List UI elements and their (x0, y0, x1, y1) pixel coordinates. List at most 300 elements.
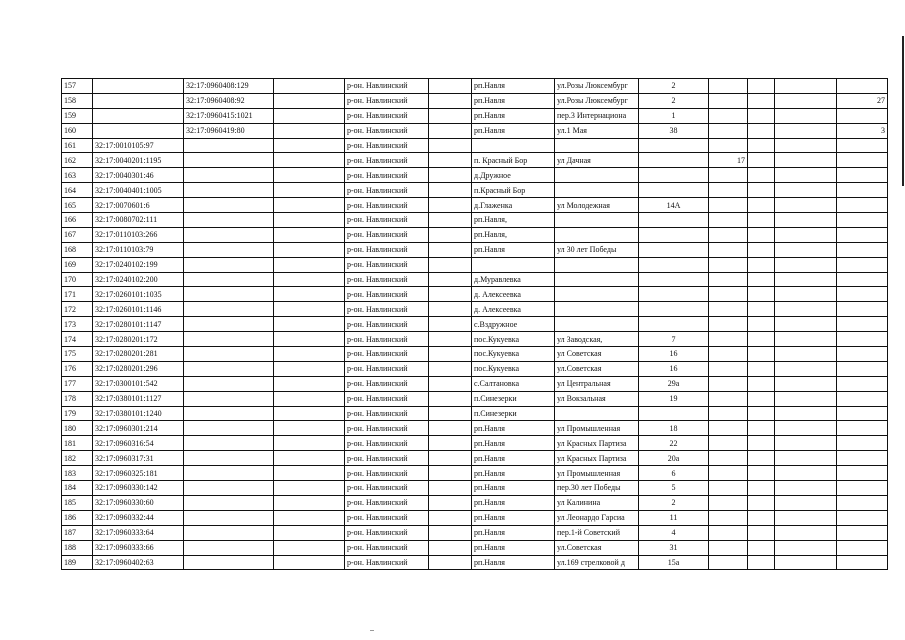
blank-cell (429, 495, 472, 510)
blank-cell (429, 466, 472, 481)
table-row (62, 272, 888, 287)
house-number-cell: 16 (639, 347, 709, 362)
extra-cell (837, 168, 888, 183)
blank-cell (274, 287, 345, 302)
extra-cell (709, 317, 748, 332)
row-number-cell: 158 (62, 93, 93, 108)
street-cell: ул.1 Мая (555, 123, 639, 138)
blank-cell (274, 123, 345, 138)
extra-cell (837, 257, 888, 272)
extra-cell (775, 391, 837, 406)
district-cell: р-он. Навлинский (345, 525, 429, 540)
district-cell: р-он. Навлинский (345, 406, 429, 421)
street-cell: пер.3 Интернациона (555, 108, 639, 123)
house-number-cell (639, 138, 709, 153)
street-cell (555, 168, 639, 183)
row-number-cell: 173 (62, 317, 93, 332)
table-row (62, 376, 888, 391)
cadastral-number-alt-cell (184, 227, 274, 242)
row-number-cell: 172 (62, 302, 93, 317)
table-row (62, 138, 888, 153)
street-cell: ул.169 стрелковой д (555, 555, 639, 570)
extra-cell (775, 227, 837, 242)
blank-cell (274, 466, 345, 481)
extra-cell (837, 525, 888, 540)
blank-cell (748, 436, 775, 451)
cadastral-number-cell: 32:17:0280201:296 (93, 361, 184, 376)
table-row (62, 79, 888, 94)
row-number-cell: 182 (62, 451, 93, 466)
extra-cell (837, 213, 888, 228)
register-rows (62, 79, 888, 570)
district-cell: р-он. Навлинский (345, 302, 429, 317)
row-number-cell: 177 (62, 376, 93, 391)
row-number-cell: 186 (62, 510, 93, 525)
district-cell: р-он. Навлинский (345, 168, 429, 183)
blank-cell (748, 555, 775, 570)
district-cell: р-он. Навлинский (345, 257, 429, 272)
extra-cell (775, 421, 837, 436)
house-number-cell (639, 242, 709, 257)
house-number-cell (639, 213, 709, 228)
row-number-cell: 159 (62, 108, 93, 123)
blank-cell (429, 287, 472, 302)
district-cell: р-он. Навлинский (345, 436, 429, 451)
settlement-cell: рп.Навля (472, 451, 555, 466)
table-row (62, 540, 888, 555)
street-cell: ул Промышленная (555, 421, 639, 436)
row-number-cell: 189 (62, 555, 93, 570)
extra-cell (775, 302, 837, 317)
row-number-cell: 160 (62, 123, 93, 138)
blank-cell (274, 213, 345, 228)
blank-cell (429, 183, 472, 198)
blank-cell (748, 376, 775, 391)
street-cell: ул.Советская (555, 540, 639, 555)
blank-cell (429, 257, 472, 272)
extra-cell (775, 272, 837, 287)
cadastral-number-alt-cell (184, 466, 274, 481)
blank-cell (274, 510, 345, 525)
extra-cell (837, 317, 888, 332)
cadastral-number-alt-cell (184, 495, 274, 510)
house-number-cell: 16 (639, 361, 709, 376)
extra-cell (709, 138, 748, 153)
blank-cell (429, 540, 472, 555)
cadastral-number-cell: 32:17:0040201:1195 (93, 153, 184, 168)
district-cell: р-он. Навлинский (345, 153, 429, 168)
settlement-cell: рп.Навля, (472, 227, 555, 242)
extra-cell (775, 198, 837, 213)
blank-cell (748, 272, 775, 287)
blank-cell (748, 481, 775, 496)
blank-cell (429, 436, 472, 451)
blank-cell (748, 138, 775, 153)
table-row (62, 123, 888, 138)
district-cell: р-он. Навлинский (345, 317, 429, 332)
table-row (62, 361, 888, 376)
blank-cell (274, 406, 345, 421)
extra-cell (775, 123, 837, 138)
house-number-cell: 29а (639, 376, 709, 391)
street-cell: ул Центральная (555, 376, 639, 391)
settlement-cell: д.Дружное (472, 168, 555, 183)
table-row (62, 317, 888, 332)
row-number-cell: 175 (62, 347, 93, 362)
row-number-cell: 176 (62, 361, 93, 376)
blank-cell (274, 495, 345, 510)
blank-cell (748, 332, 775, 347)
extra-cell (837, 302, 888, 317)
district-cell: р-он. Навлинский (345, 540, 429, 555)
blank-cell (748, 257, 775, 272)
extra-cell (709, 79, 748, 94)
street-cell (555, 213, 639, 228)
street-cell: ул.Розы Люксембург (555, 93, 639, 108)
settlement-cell: д.Муравлевка (472, 272, 555, 287)
extra-cell (709, 287, 748, 302)
extra-cell (837, 347, 888, 362)
settlement-cell: пос.Кукуевка (472, 361, 555, 376)
blank-cell (748, 108, 775, 123)
settlement-cell: рп.Навля (472, 242, 555, 257)
settlement-cell: д.Глаженка (472, 198, 555, 213)
extra-cell (837, 555, 888, 570)
extra-cell (709, 108, 748, 123)
settlement-cell (472, 138, 555, 153)
blank-cell (429, 79, 472, 94)
row-number-cell: 178 (62, 391, 93, 406)
cadastral-number-alt-cell (184, 481, 274, 496)
row-number-cell: 170 (62, 272, 93, 287)
extra-cell (837, 227, 888, 242)
table-row (62, 406, 888, 421)
blank-cell (274, 302, 345, 317)
table-row (62, 451, 888, 466)
table-row (62, 481, 888, 496)
blank-cell (748, 421, 775, 436)
settlement-cell: рп.Навля (472, 123, 555, 138)
extra-cell (709, 302, 748, 317)
blank-cell (274, 525, 345, 540)
house-number-cell: 7 (639, 332, 709, 347)
extra-cell (837, 198, 888, 213)
extra-cell (837, 540, 888, 555)
street-cell: ул Промышленная (555, 466, 639, 481)
extra-cell (709, 361, 748, 376)
extra-cell (775, 183, 837, 198)
street-cell: ул Молодежная (555, 198, 639, 213)
cadastral-number-cell: 32:17:0040401:1005 (93, 183, 184, 198)
row-number-cell: 180 (62, 421, 93, 436)
cadastral-number-alt-cell: 32:17:0960408:92 (184, 93, 274, 108)
blank-cell (748, 183, 775, 198)
cadastral-number-alt-cell (184, 406, 274, 421)
cadastral-number-alt-cell: 32:17:0960408:129 (184, 79, 274, 94)
cadastral-number-cell: 32:17:0960316:54 (93, 436, 184, 451)
extra-cell (709, 540, 748, 555)
house-number-cell: 22 (639, 436, 709, 451)
extra-cell (709, 555, 748, 570)
cadastral-number-alt-cell: 32:17:0960419:80 (184, 123, 274, 138)
cadastral-number-alt-cell (184, 242, 274, 257)
blank-cell (274, 227, 345, 242)
extra-cell (775, 213, 837, 228)
extra-cell (775, 168, 837, 183)
blank-cell (748, 123, 775, 138)
district-cell: р-он. Навлинский (345, 198, 429, 213)
blank-cell (748, 510, 775, 525)
street-cell: пер.30 лет Победы (555, 481, 639, 496)
cadastral-number-alt-cell (184, 540, 274, 555)
settlement-cell: рп.Навля (472, 510, 555, 525)
blank-cell (274, 481, 345, 496)
extra-cell (775, 510, 837, 525)
district-cell: р-он. Навлинский (345, 391, 429, 406)
cadastral-number-alt-cell (184, 361, 274, 376)
blank-cell (274, 451, 345, 466)
extra-cell (775, 406, 837, 421)
extra-cell (837, 481, 888, 496)
row-number-cell: 166 (62, 213, 93, 228)
cadastral-number-cell: 32:17:0300101:542 (93, 376, 184, 391)
blank-cell (274, 391, 345, 406)
cadastral-number-cell (93, 79, 184, 94)
district-cell: р-он. Навлинский (345, 227, 429, 242)
settlement-cell: рп.Навля, (472, 213, 555, 228)
blank-cell (274, 347, 345, 362)
house-number-cell: 15а (639, 555, 709, 570)
settlement-cell: рп.Навля (472, 108, 555, 123)
house-number-cell (639, 302, 709, 317)
extra-cell (837, 406, 888, 421)
district-cell: р-он. Навлинский (345, 361, 429, 376)
blank-cell (429, 451, 472, 466)
extra-cell (775, 108, 837, 123)
blank-cell (274, 257, 345, 272)
settlement-cell: д. Алексеевка (472, 287, 555, 302)
house-number-cell (639, 153, 709, 168)
extra-cell (837, 421, 888, 436)
settlement-cell: д. Алексеевка (472, 302, 555, 317)
district-cell: р-он. Навлинский (345, 451, 429, 466)
house-number-cell: 19 (639, 391, 709, 406)
cadastral-number-cell: 32:17:0960330:60 (93, 495, 184, 510)
cadastral-number-alt-cell (184, 451, 274, 466)
extra-cell (709, 406, 748, 421)
house-number-cell: 1 (639, 108, 709, 123)
settlement-cell: рп.Навля (472, 79, 555, 94)
table-row (62, 93, 888, 108)
cadastral-number-cell: 32:17:0960325:181 (93, 466, 184, 481)
street-cell (555, 227, 639, 242)
house-number-cell: 2 (639, 79, 709, 94)
blank-cell (429, 302, 472, 317)
blank-cell (274, 242, 345, 257)
extra-cell (775, 93, 837, 108)
settlement-cell: рп.Навля (472, 93, 555, 108)
settlement-cell: п.Синезерки (472, 406, 555, 421)
district-cell: р-он. Навлинский (345, 108, 429, 123)
blank-cell (748, 93, 775, 108)
district-cell: р-он. Навлинский (345, 376, 429, 391)
blank-cell (429, 481, 472, 496)
street-cell: ул Красных Партиза (555, 451, 639, 466)
table-row (62, 332, 888, 347)
cadastral-number-alt-cell: 32:17:0960415:1021 (184, 108, 274, 123)
house-number-cell (639, 257, 709, 272)
district-cell: р-он. Навлинский (345, 79, 429, 94)
house-number-cell (639, 317, 709, 332)
extra-cell (709, 183, 748, 198)
extra-cell (775, 242, 837, 257)
table-row (62, 108, 888, 123)
blank-cell (429, 108, 472, 123)
blank-cell (748, 361, 775, 376)
blank-cell (274, 272, 345, 287)
blank-cell (274, 555, 345, 570)
table-row (62, 287, 888, 302)
settlement-cell: с.Вздружное (472, 317, 555, 332)
extra-cell (709, 466, 748, 481)
district-cell: р-он. Навлинский (345, 332, 429, 347)
district-cell: р-он. Навлинский (345, 93, 429, 108)
extra-cell (775, 466, 837, 481)
blank-cell (748, 525, 775, 540)
extra-cell (837, 376, 888, 391)
row-number-cell: 163 (62, 168, 93, 183)
cadastral-number-cell: 32:17:0260101:1035 (93, 287, 184, 302)
cadastral-number-cell: 32:17:0960332:44 (93, 510, 184, 525)
extra-cell (775, 317, 837, 332)
street-cell: ул Советская (555, 347, 639, 362)
cadastral-number-alt-cell (184, 302, 274, 317)
house-number-cell: 2 (639, 495, 709, 510)
cadastral-number-alt-cell (184, 168, 274, 183)
cadastral-number-cell: 32:17:0280201:281 (93, 347, 184, 362)
settlement-cell: с.Салтановка (472, 376, 555, 391)
cadastral-number-cell: 32:17:0960402:63 (93, 555, 184, 570)
blank-cell (274, 540, 345, 555)
extra-cell (775, 451, 837, 466)
district-cell: р-он. Навлинский (345, 466, 429, 481)
settlement-cell (472, 257, 555, 272)
row-number-cell: 165 (62, 198, 93, 213)
cadastral-number-cell: 32:17:0960333:66 (93, 540, 184, 555)
cadastral-number-cell: 32:17:0010105:97 (93, 138, 184, 153)
row-number-cell: 185 (62, 495, 93, 510)
cadastral-number-cell: 32:17:0960317:31 (93, 451, 184, 466)
row-number-cell: 179 (62, 406, 93, 421)
blank-cell (274, 168, 345, 183)
blank-cell (748, 347, 775, 362)
blank-cell (429, 242, 472, 257)
cadastral-number-alt-cell (184, 272, 274, 287)
table-row (62, 495, 888, 510)
extra-cell (709, 123, 748, 138)
cadastral-number-cell: 32:17:0040301:46 (93, 168, 184, 183)
property-register-table (61, 78, 888, 570)
blank-cell (429, 168, 472, 183)
extra-cell (837, 451, 888, 466)
row-number-cell: 168 (62, 242, 93, 257)
extra-cell (709, 391, 748, 406)
blank-cell (274, 361, 345, 376)
street-cell: ул Калинина (555, 495, 639, 510)
settlement-cell: рп.Навля (472, 495, 555, 510)
settlement-cell: рп.Навля (472, 540, 555, 555)
blank-cell (429, 555, 472, 570)
house-number-cell: 38 (639, 123, 709, 138)
settlement-cell: п.Синезерки (472, 391, 555, 406)
extra-cell (837, 108, 888, 123)
street-cell (555, 272, 639, 287)
cadastral-number-cell: 32:17:0080702:111 (93, 213, 184, 228)
district-cell: р-он. Навлинский (345, 213, 429, 228)
extra-cell (709, 227, 748, 242)
blank-cell (429, 198, 472, 213)
extra-cell (775, 495, 837, 510)
row-number-cell: 187 (62, 525, 93, 540)
settlement-cell: рп.Навля (472, 466, 555, 481)
extra-cell (709, 525, 748, 540)
extra-cell (709, 376, 748, 391)
district-cell: р-он. Навлинский (345, 138, 429, 153)
cadastral-number-cell: 32:17:0380101:1127 (93, 391, 184, 406)
table-row (62, 183, 888, 198)
cadastral-number-alt-cell (184, 317, 274, 332)
blank-cell (274, 376, 345, 391)
blank-cell (748, 391, 775, 406)
street-cell: пер.1-й Советский (555, 525, 639, 540)
house-number-cell: 5 (639, 481, 709, 496)
extra-cell (837, 510, 888, 525)
table-row (62, 391, 888, 406)
table-row (62, 510, 888, 525)
blank-cell (274, 138, 345, 153)
extra-cell (709, 510, 748, 525)
blank-cell (748, 495, 775, 510)
settlement-cell: рп.Навля (472, 421, 555, 436)
cadastral-number-alt-cell (184, 213, 274, 228)
blank-cell (429, 376, 472, 391)
extra-cell (837, 272, 888, 287)
district-cell: р-он. Навлинский (345, 495, 429, 510)
district-cell: р-он. Навлинский (345, 510, 429, 525)
cadastral-number-cell: 32:17:0070601:6 (93, 198, 184, 213)
cadastral-number-cell: 32:17:0110103:79 (93, 242, 184, 257)
blank-cell (429, 347, 472, 362)
table-row (62, 242, 888, 257)
blank-cell (429, 272, 472, 287)
street-cell (555, 317, 639, 332)
extra-cell (775, 361, 837, 376)
settlement-cell: пос.Кукуевка (472, 347, 555, 362)
row-number-cell: 184 (62, 481, 93, 496)
blank-cell (429, 391, 472, 406)
cadastral-number-cell: 32:17:0110103:266 (93, 227, 184, 242)
blank-cell (748, 540, 775, 555)
blank-cell (748, 466, 775, 481)
cadastral-number-alt-cell (184, 391, 274, 406)
table-row (62, 168, 888, 183)
settlement-cell: п.Красный Бор (472, 183, 555, 198)
row-number-cell: 171 (62, 287, 93, 302)
extra-cell (709, 347, 748, 362)
extra-cell (837, 138, 888, 153)
house-number-cell: 14А (639, 198, 709, 213)
cadastral-number-cell (93, 93, 184, 108)
